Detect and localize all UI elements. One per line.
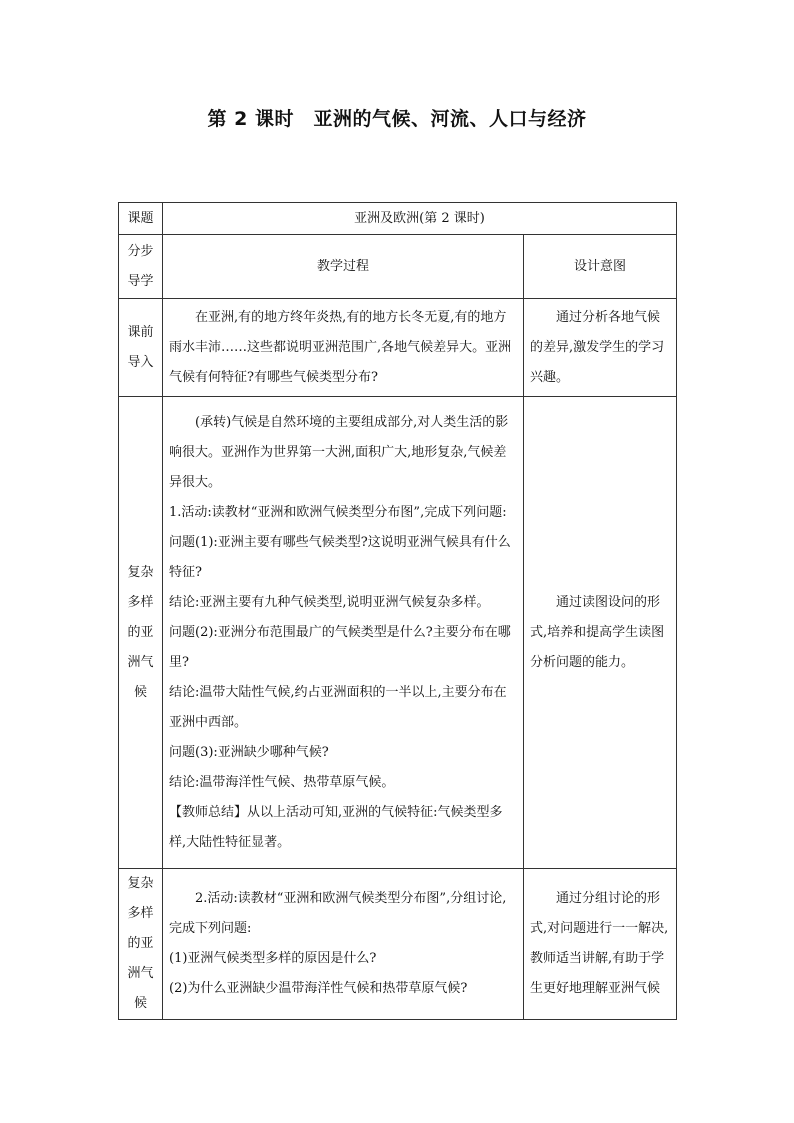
discussion-question-2: (2)为什么亚洲缺少温带海洋性气候和热带草原气候? bbox=[169, 981, 468, 996]
topic-value: 亚洲及欧洲(第 2 课时) bbox=[163, 203, 677, 235]
climate-label-1: 复杂多样的亚洲气候 bbox=[119, 397, 163, 869]
conclusion-3-text: 结论:温带海洋性气候、热带草原气候。 bbox=[169, 774, 395, 790]
conclusion-1-text: 结论:亚洲主要有九种气候类型,说明亚洲气候复杂多样。 bbox=[169, 594, 490, 610]
teacher-summary-text: 【教师总结】从以上活动可知,亚洲的气候特征:气候类型多样,大陆性特征显著。 bbox=[169, 804, 503, 850]
header-row bbox=[119, 235, 677, 299]
climate-process-cell-2 bbox=[163, 869, 524, 1020]
intro-label: 课前导入 bbox=[119, 299, 163, 397]
topic-row bbox=[119, 203, 677, 235]
header-steps: 分步导学 bbox=[119, 235, 163, 299]
lesson-plan-table bbox=[118, 202, 677, 1020]
question-1-text: 问题(1):亚洲主要有哪些气候类型?这说明亚洲气候具有什么特征? bbox=[169, 534, 511, 580]
header-intent: 设计意图 bbox=[524, 235, 677, 299]
conclusion-2-text: 结论:温带大陆性气候,约占亚洲面积的一半以上,主要分布在亚洲中西部。 bbox=[169, 684, 507, 730]
document-title: 第 2 课时 亚洲的气候、河流、人口与经济 bbox=[207, 108, 587, 130]
intro-intent-cell bbox=[524, 299, 677, 397]
topic-label: 课题 bbox=[119, 203, 163, 235]
climate-intro-text: (承转)气候是自然环境的主要组成部分,对人类生活的影响很大。亚洲作为世界第一大洲,面积广大,地形复杂,气候差异很大。 bbox=[169, 414, 509, 490]
header-process: 教学过程 bbox=[163, 235, 524, 299]
climate-row-2 bbox=[119, 869, 677, 1020]
climate-intent-cell-2 bbox=[524, 869, 677, 1020]
climate-intent-text-1: 通过读图设问的形式,培养和提高学生读图分析问题的能力。 bbox=[530, 594, 665, 670]
intro-intent-text: 通过分析各地气候的差异,激发学生的学习兴趣。 bbox=[530, 309, 665, 385]
intro-process-text: 在亚洲,有的地方终年炎热,有的地方长冬无夏,有的地方雨水丰沛……这些都说明亚洲范围广,各地气候差异大。亚洲气候有何特征?有哪些气候类型分布? bbox=[169, 309, 512, 385]
activity-1-text: 1.活动:读教材“亚洲和欧洲气候类型分布图”,完成下列问题: bbox=[169, 504, 507, 520]
climate-process-cell-1 bbox=[163, 397, 524, 869]
activity-2-text: 2.活动:读教材“亚洲和欧洲气候类型分布图”,分组讨论,完成下列问题: bbox=[169, 891, 507, 936]
climate-label-2: 复杂多样的亚洲气候 bbox=[119, 869, 163, 1020]
question-2-text: 问题(2):亚洲分布范围最广的气候类型是什么?主要分布在哪里? bbox=[169, 624, 511, 670]
discussion-question-1: (1)亚洲气候类型多样的原因是什么? bbox=[169, 951, 377, 966]
intro-row bbox=[119, 299, 677, 397]
climate-intent-cell-1 bbox=[524, 397, 677, 869]
climate-intent-text-2: 通过分组讨论的形式,对问题进行一一解决,教师适当讲解,有助于学生更好地理解亚洲气候 bbox=[530, 891, 669, 996]
question-3-text: 问题(3):亚洲缺少哪种气候? bbox=[169, 744, 329, 760]
climate-row-1 bbox=[119, 397, 677, 869]
intro-process-cell bbox=[163, 299, 524, 397]
